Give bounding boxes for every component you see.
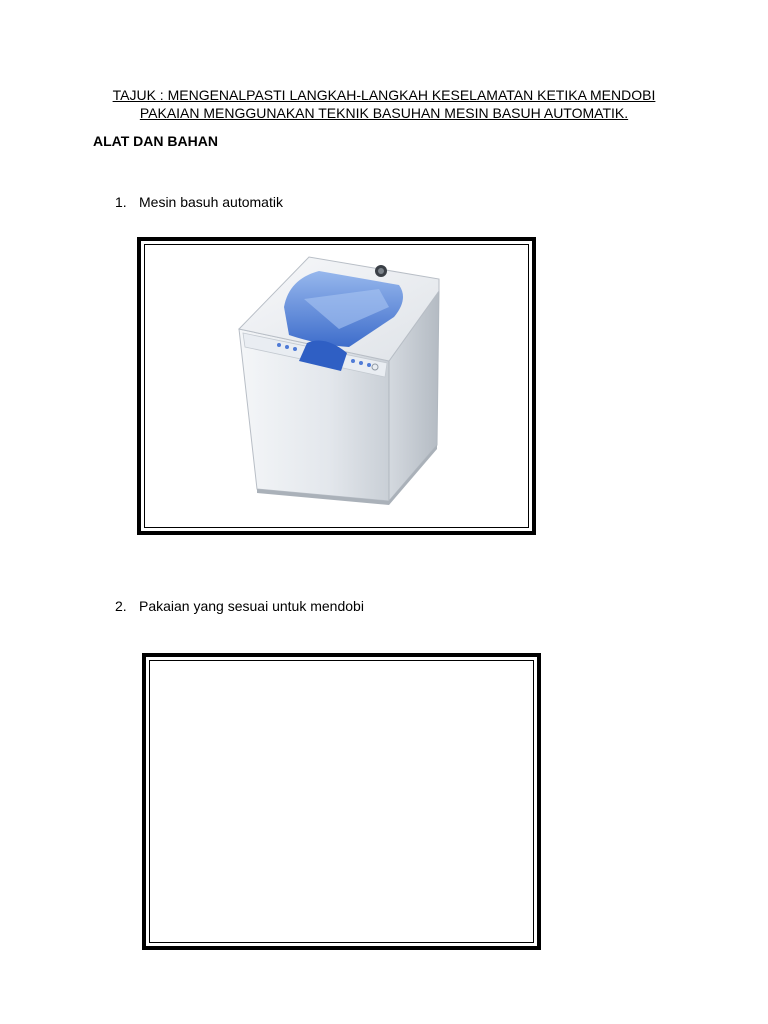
- list-item-number: 1.: [115, 194, 127, 210]
- section-heading: ALAT DAN BAHAN: [93, 133, 218, 149]
- title-line-1: TAJUK : MENGENALPASTI LANGKAH-LANGKAH KESELAMATAN KETIKA MENDOBI: [112, 87, 656, 103]
- washing-machine-icon: [229, 249, 449, 509]
- title-line-2: PAKAIAN MENGGUNAKAN TEKNIK BASUHAN MESIN BASUH AUTOMATIK.: [139, 105, 629, 121]
- list-item-label: Pakaian yang sesuai untuk mendobi: [139, 598, 364, 614]
- document-title: [60, 86, 708, 122]
- list-item-label: Mesin basuh automatik: [139, 194, 283, 210]
- list-item-2: [115, 597, 364, 615]
- image-frame-2: [142, 653, 541, 950]
- image-frame-1: [137, 237, 536, 535]
- list-item-1: [115, 193, 283, 211]
- list-item-number: 2.: [115, 598, 127, 614]
